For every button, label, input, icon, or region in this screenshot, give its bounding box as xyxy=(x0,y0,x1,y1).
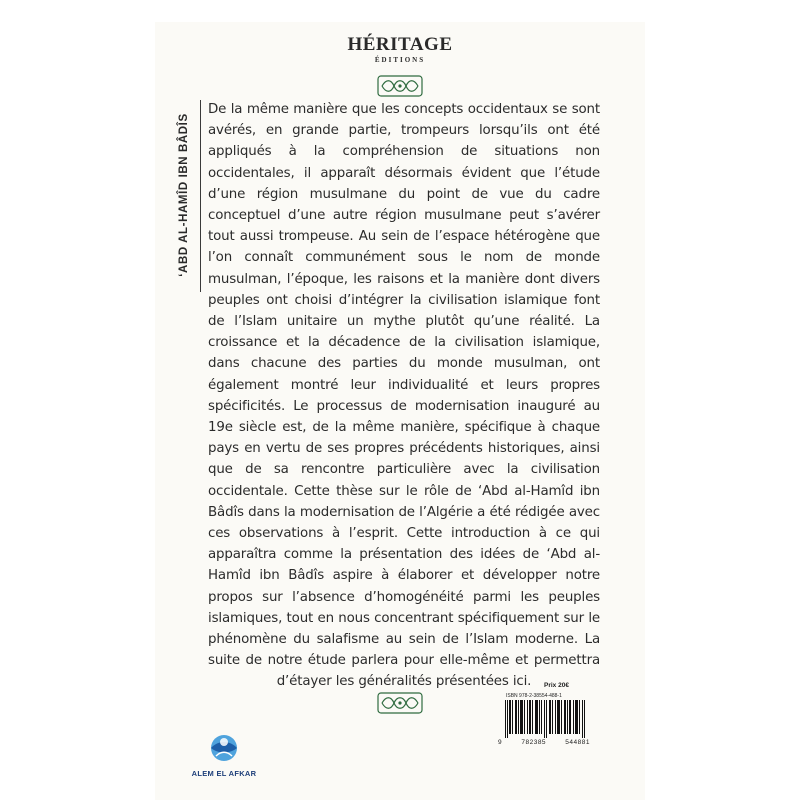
publisher-name: HÉRITAGE xyxy=(347,34,453,55)
barcode-digit-group2: 544881 xyxy=(565,739,590,746)
barcode-digit-first: 9 xyxy=(498,739,503,746)
publisher-subline: ÉDITIONS xyxy=(374,56,426,64)
globe-logo-icon xyxy=(206,732,242,762)
book-back-cover xyxy=(155,22,645,800)
barcode-icon xyxy=(505,700,587,738)
spine-author-text: ‘ABD AL-HAMÎD IBN BÂDÎS xyxy=(178,113,191,277)
spine-author-label xyxy=(169,100,199,290)
barcode-digit-group1: 782385 xyxy=(521,739,547,746)
publisher-logo xyxy=(184,732,264,778)
isbn-label: ISBN 978-2-38554-488-1 xyxy=(506,693,562,699)
ornament-icon xyxy=(377,692,423,714)
ornament-icon xyxy=(377,75,423,97)
publisher-logo-name: ALEM EL AFKAR xyxy=(191,769,257,778)
spine-divider xyxy=(200,100,201,292)
barcode-digits xyxy=(498,739,590,746)
back-cover-text: De la même manière que les concepts occidentaux se sont avérés, en grande partie, trompeurs lorsqu’ils ont été appliqués à la compréhension de situations non occidentales, il apparaît désormais évident que l’étude d’une région musulmane du point de vue du cadre conceptuel d’une autre région musulmane peut s’avérer tout aussi trompeuse. Au sein de l’espace hétérogène que l’on connaît communément sous le nom de monde musulman, l’époque, les raisons et la manière dont divers peuples ont choisi d’intégrer la civilisation islamique font de l’Islam unitaire un mythe plutôt qu’une réalité. La croissance et la décadence de la civilisation islamique, dans chacune des parties du monde musulman, ont également montré leur individualité et leurs propres spécificités. Le processus de modernisation inauguré au 19e siècle est, de la même manière, spécifique à chaque pays en vertu de ses propres précédents historiques, ainsi que de sa rencontre particulière avec la civilisation occidentale. Cette thèse sur le rôle de ‘Abd al-Hamîd ibn Bâdîs dans la modernisation de l’Algérie a été rédigée avec ces observations à l’esprit. Cette introduction à ce qui apparaîtra comme la présentation des idées de ‘Abd al-Hamîd ibn Bâdîs aspire à élaborer et développer notre propos sur l’absence d’homogénéité parmi les peuples islamiques, tout en nous concentrant spécifiquement sur le phénomène du salafisme au sein de l’Islam moderne. La suite de notre étude parlera pour elle-même et permettra d’étayer les généralités présentées ici. xyxy=(208,102,600,690)
price-label: Prix 20€ xyxy=(544,682,569,689)
